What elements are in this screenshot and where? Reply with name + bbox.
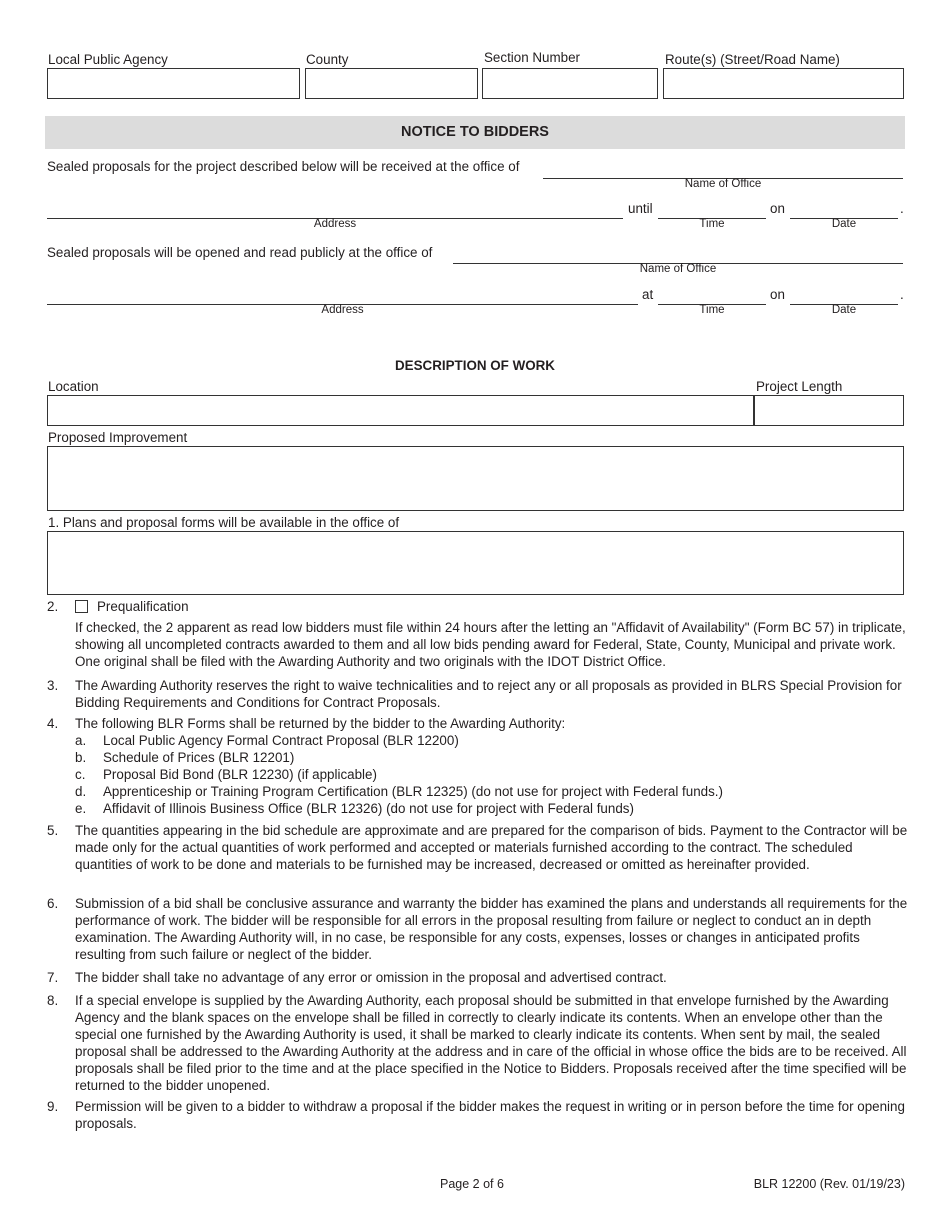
- location-field[interactable]: [47, 395, 754, 426]
- time-caption: Time: [699, 304, 725, 316]
- county-field[interactable]: [305, 68, 478, 99]
- item-text: The bidder shall take no advantage of any error or omission in the proposal and advertised contract.: [75, 970, 667, 985]
- item-text: The following BLR Forms shall be returned by the bidder to the Awarding Authority:: [75, 716, 566, 731]
- sub-item-text: Proposal Bid Bond (BLR 12230) (if applicable): [103, 766, 377, 782]
- sub-item-letter: a.: [75, 732, 87, 748]
- prequalification-text: If checked, the 2 apparent as read low bidders must file within 24 hours after the letting an "Affidavit of Availability" (Form BC 57) in triplicate, showing all uncompleted contracts awarded to them and all low bids pending award for Federal, State, County, Municipal and private work. One original shall be filed with the Awarding Authority and two originals with the IDOT District Office.: [75, 619, 906, 669]
- page-number: Page 2 of 6: [440, 1177, 504, 1191]
- location-label: Location: [48, 379, 99, 394]
- item-text: The quantities appearing in the bid schedule are approximate and are prepared for the comparison of bids. Payment to the Contractor will be made only for the actual quantities of work performed and accepted or materials furnished according to the contract. The scheduled quantities of work to be done and materials to be furnished may be increased, decreased or omitted as hereinafter provided.: [75, 823, 908, 872]
- item-number: 7.: [47, 970, 59, 985]
- proposed-improvement-label: Proposed Improvement: [48, 430, 188, 445]
- plans-available-office-field[interactable]: [47, 531, 904, 595]
- item-5: [47, 823, 909, 874]
- item-text: The Awarding Authority reserves the right to waive technicalities and to reject any or all proposals as provided in BLRS Special Provision for Bidding Requirements and Conditions for Contract Proposals.: [75, 678, 902, 710]
- item-number: 8.: [47, 993, 59, 1008]
- sub-item-letter: d.: [75, 783, 87, 799]
- name-of-office-caption: Name of Office: [639, 263, 717, 275]
- item-4: [47, 716, 909, 817]
- sub-item-text: Apprenticeship or Training Program Certification (BLR 12325) (do not use for project with Federal funds.): [103, 783, 723, 799]
- sub-item-letter: e.: [75, 800, 87, 816]
- sub-item-text: Local Public Agency Formal Contract Proposal (BLR 12200): [103, 732, 459, 748]
- received-text: Sealed proposals for the project described below will be received at the office of: [47, 159, 520, 174]
- sub-item-text: Affidavit of Illinois Business Office (BLR 12326) (do not use for project with Federal funds): [103, 800, 634, 816]
- item-number: 3.: [47, 678, 59, 693]
- sub-item-letter: b.: [75, 749, 87, 765]
- on-label: on: [770, 287, 785, 302]
- date-caption: Date: [831, 218, 857, 230]
- item-number: 5.: [47, 823, 59, 838]
- item-3: [47, 678, 909, 712]
- item-7: [47, 970, 909, 987]
- notice-to-bidders-heading: NOTICE TO BIDDERS: [45, 116, 905, 149]
- project-length-field[interactable]: [754, 395, 904, 426]
- sub-item: [75, 767, 909, 784]
- routes-field[interactable]: [663, 68, 904, 99]
- section-number-label: Section Number: [484, 50, 581, 65]
- routes-label: Route(s) (Street/Road Name): [665, 52, 840, 67]
- item-number: 4.: [47, 716, 59, 731]
- sub-item: [75, 750, 909, 767]
- plans-available-label: 1. Plans and proposal forms will be available in the office of: [48, 515, 400, 530]
- address-caption: Address: [313, 218, 357, 230]
- name-of-office-caption: Name of Office: [684, 178, 762, 190]
- item-text: Permission will be given to a bidder to withdraw a proposal if the bidder makes the request in writing or in person before the time for opening proposals.: [75, 1099, 905, 1131]
- item-8: [47, 993, 909, 1094]
- project-length-label: Project Length: [756, 379, 843, 394]
- sub-item-text: Schedule of Prices (BLR 12201): [103, 749, 295, 765]
- prequalification-label: Prequalification: [97, 599, 189, 614]
- description-of-work-heading: DESCRIPTION OF WORK: [395, 358, 555, 373]
- opened-text: Sealed proposals will be opened and read publicly at the office of: [47, 245, 433, 260]
- period-mark: .: [900, 201, 904, 216]
- until-label: until: [628, 201, 653, 216]
- time-caption: Time: [699, 218, 725, 230]
- item-6: [47, 896, 909, 964]
- item-text: Submission of a bid shall be conclusive assurance and warranty the bidder has examined the plans and understands all requirements for the performance of work. The bidder will be responsible for all errors in the proposal resulting from failure or neglect to conduct an in depth examination. The Awarding Authority will, in no case, be responsible for any costs, expenses, losses or changes in anticipated profits resulting from such failure or neglect of the bidder.: [75, 896, 908, 962]
- item-2: [47, 599, 909, 671]
- sub-item-letter: c.: [75, 766, 86, 782]
- item-number: 2.: [47, 599, 59, 614]
- local-public-agency-label: Local Public Agency: [48, 52, 168, 67]
- sub-item: [75, 801, 909, 818]
- date-caption: Date: [831, 304, 857, 316]
- item-number: 9.: [47, 1099, 59, 1114]
- item-number: 6.: [47, 896, 59, 911]
- local-public-agency-field[interactable]: [47, 68, 300, 99]
- period-mark: .: [900, 287, 904, 302]
- sub-item: [75, 784, 909, 801]
- at-label: at: [642, 287, 654, 302]
- address-caption: Address: [321, 304, 364, 316]
- proposed-improvement-field[interactable]: [47, 446, 904, 511]
- on-label: on: [770, 201, 785, 216]
- item-9: [47, 1099, 909, 1133]
- county-label: County: [306, 52, 349, 67]
- section-number-field[interactable]: [482, 68, 658, 99]
- item-text: If a special envelope is supplied by the Awarding Authority, each proposal should be submitted in that envelope furnished by the Awarding Agency and the blank spaces on the envelope shall be filled in correctly to clearly indicate its contents. When an envelope other than the special one furnished by the Awarding Authority is used, it shall be marked to clearly indicate its contents. When sent by mail, the sealed proposal shall be addressed to the Awarding Authority at the address and in care of the official in whose office the bids are to be received. All proposals shall be filed prior to the time and at the place specified in the Notice to Bidders. Proposals received after the time specified will be returned to the bidder unopened.: [75, 993, 907, 1093]
- sub-item: [75, 733, 909, 750]
- prequalification-checkbox[interactable]: [75, 600, 88, 613]
- form-id: BLR 12200 (Rev. 01/19/23): [753, 1177, 905, 1191]
